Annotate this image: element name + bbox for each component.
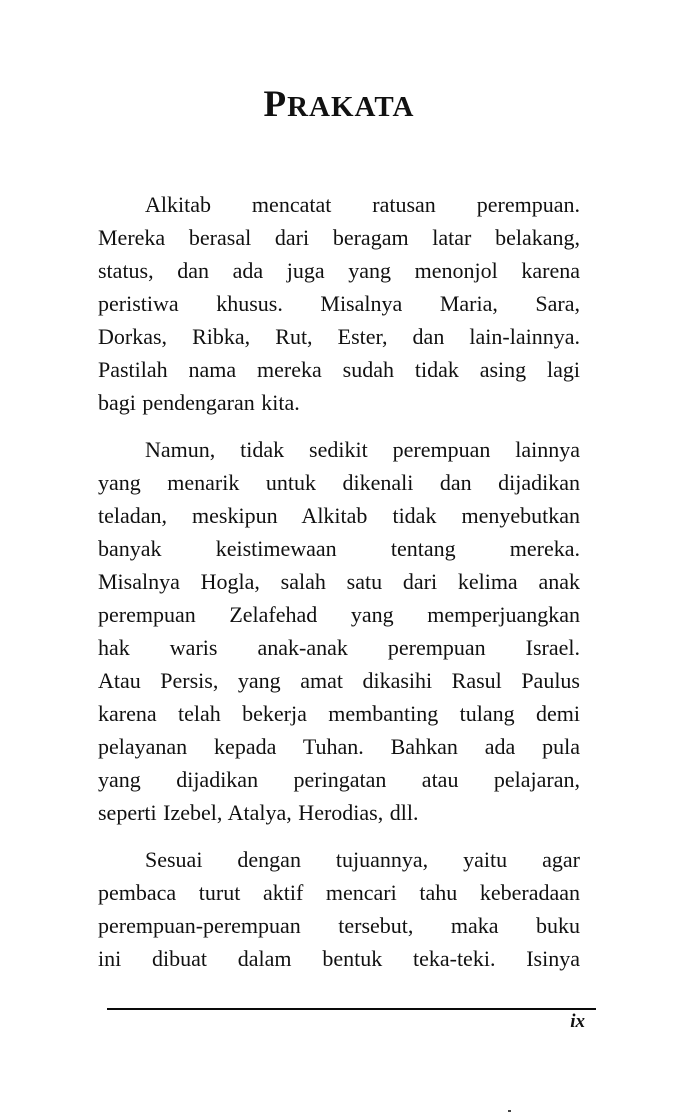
text-line: perempuan Zelafehad yang memperjuangkan: [98, 602, 580, 627]
text-line: hak waris anak-anak perempuan Israel.: [98, 635, 580, 660]
scan-artifact-dot: [508, 1110, 511, 1112]
text-column: [98, 188, 580, 975]
text-line: Dorkas, Ribka, Rut, Ester, dan lain-lainnya.: [98, 324, 580, 349]
paragraph: [98, 188, 580, 419]
text-line: Misalnya Hogla, salah satu dari kelima anak: [98, 569, 580, 594]
text-line: pembaca turut aktif mencari tahu keberadaan: [98, 880, 580, 905]
footer-rule: [107, 1008, 596, 1010]
text-line: perempuan-perempuan tersebut, maka buku: [98, 913, 580, 938]
text-line: banyak keistimewaan tentang mereka.: [98, 536, 580, 561]
text-line: Pastilah nama mereka sudah tidak asing lagi: [98, 357, 580, 382]
text-line: ini dibuat dalam bentuk teka-teki. Isinya: [98, 946, 580, 971]
text-line: karena telah bekerja membanting tulang demi: [98, 701, 580, 726]
text-line: bagi pendengaran kita.: [98, 390, 300, 415]
text-line: Sesuai dengan tujuannya, yaitu agar: [145, 847, 580, 872]
paragraph: [98, 433, 580, 829]
text-line: Alkitab mencatat ratusan perempuan.: [145, 192, 580, 217]
text-line: Atau Persis, yang amat dikasihi Rasul Paulus: [98, 668, 580, 693]
text-line: peristiwa khusus. Misalnya Maria, Sara,: [98, 291, 580, 316]
page-title-rest: RAKATA: [287, 91, 415, 123]
text-line: Namun, tidak sedikit perempuan lainnya: [145, 437, 580, 462]
text-line: yang menarik untuk dikenali dan dijadikan: [98, 470, 580, 495]
text-line: teladan, meskipun Alkitab tidak menyebutkan: [98, 503, 580, 528]
paragraph: [98, 843, 580, 975]
text-line: pelayanan kepada Tuhan. Bahkan ada pula: [98, 734, 580, 759]
page-title-initial: P: [263, 84, 288, 125]
text-line: status, dan ada juga yang menonjol karena: [98, 258, 580, 283]
page-number: ix: [570, 1011, 585, 1032]
page-title: [98, 86, 580, 126]
text-line: yang dijadikan peringatan atau pelajaran,: [98, 767, 580, 792]
text-line: seperti Izebel, Atalya, Herodias, dll.: [98, 800, 419, 825]
text-line: Mereka berasal dari beragam latar belakang,: [98, 225, 580, 250]
